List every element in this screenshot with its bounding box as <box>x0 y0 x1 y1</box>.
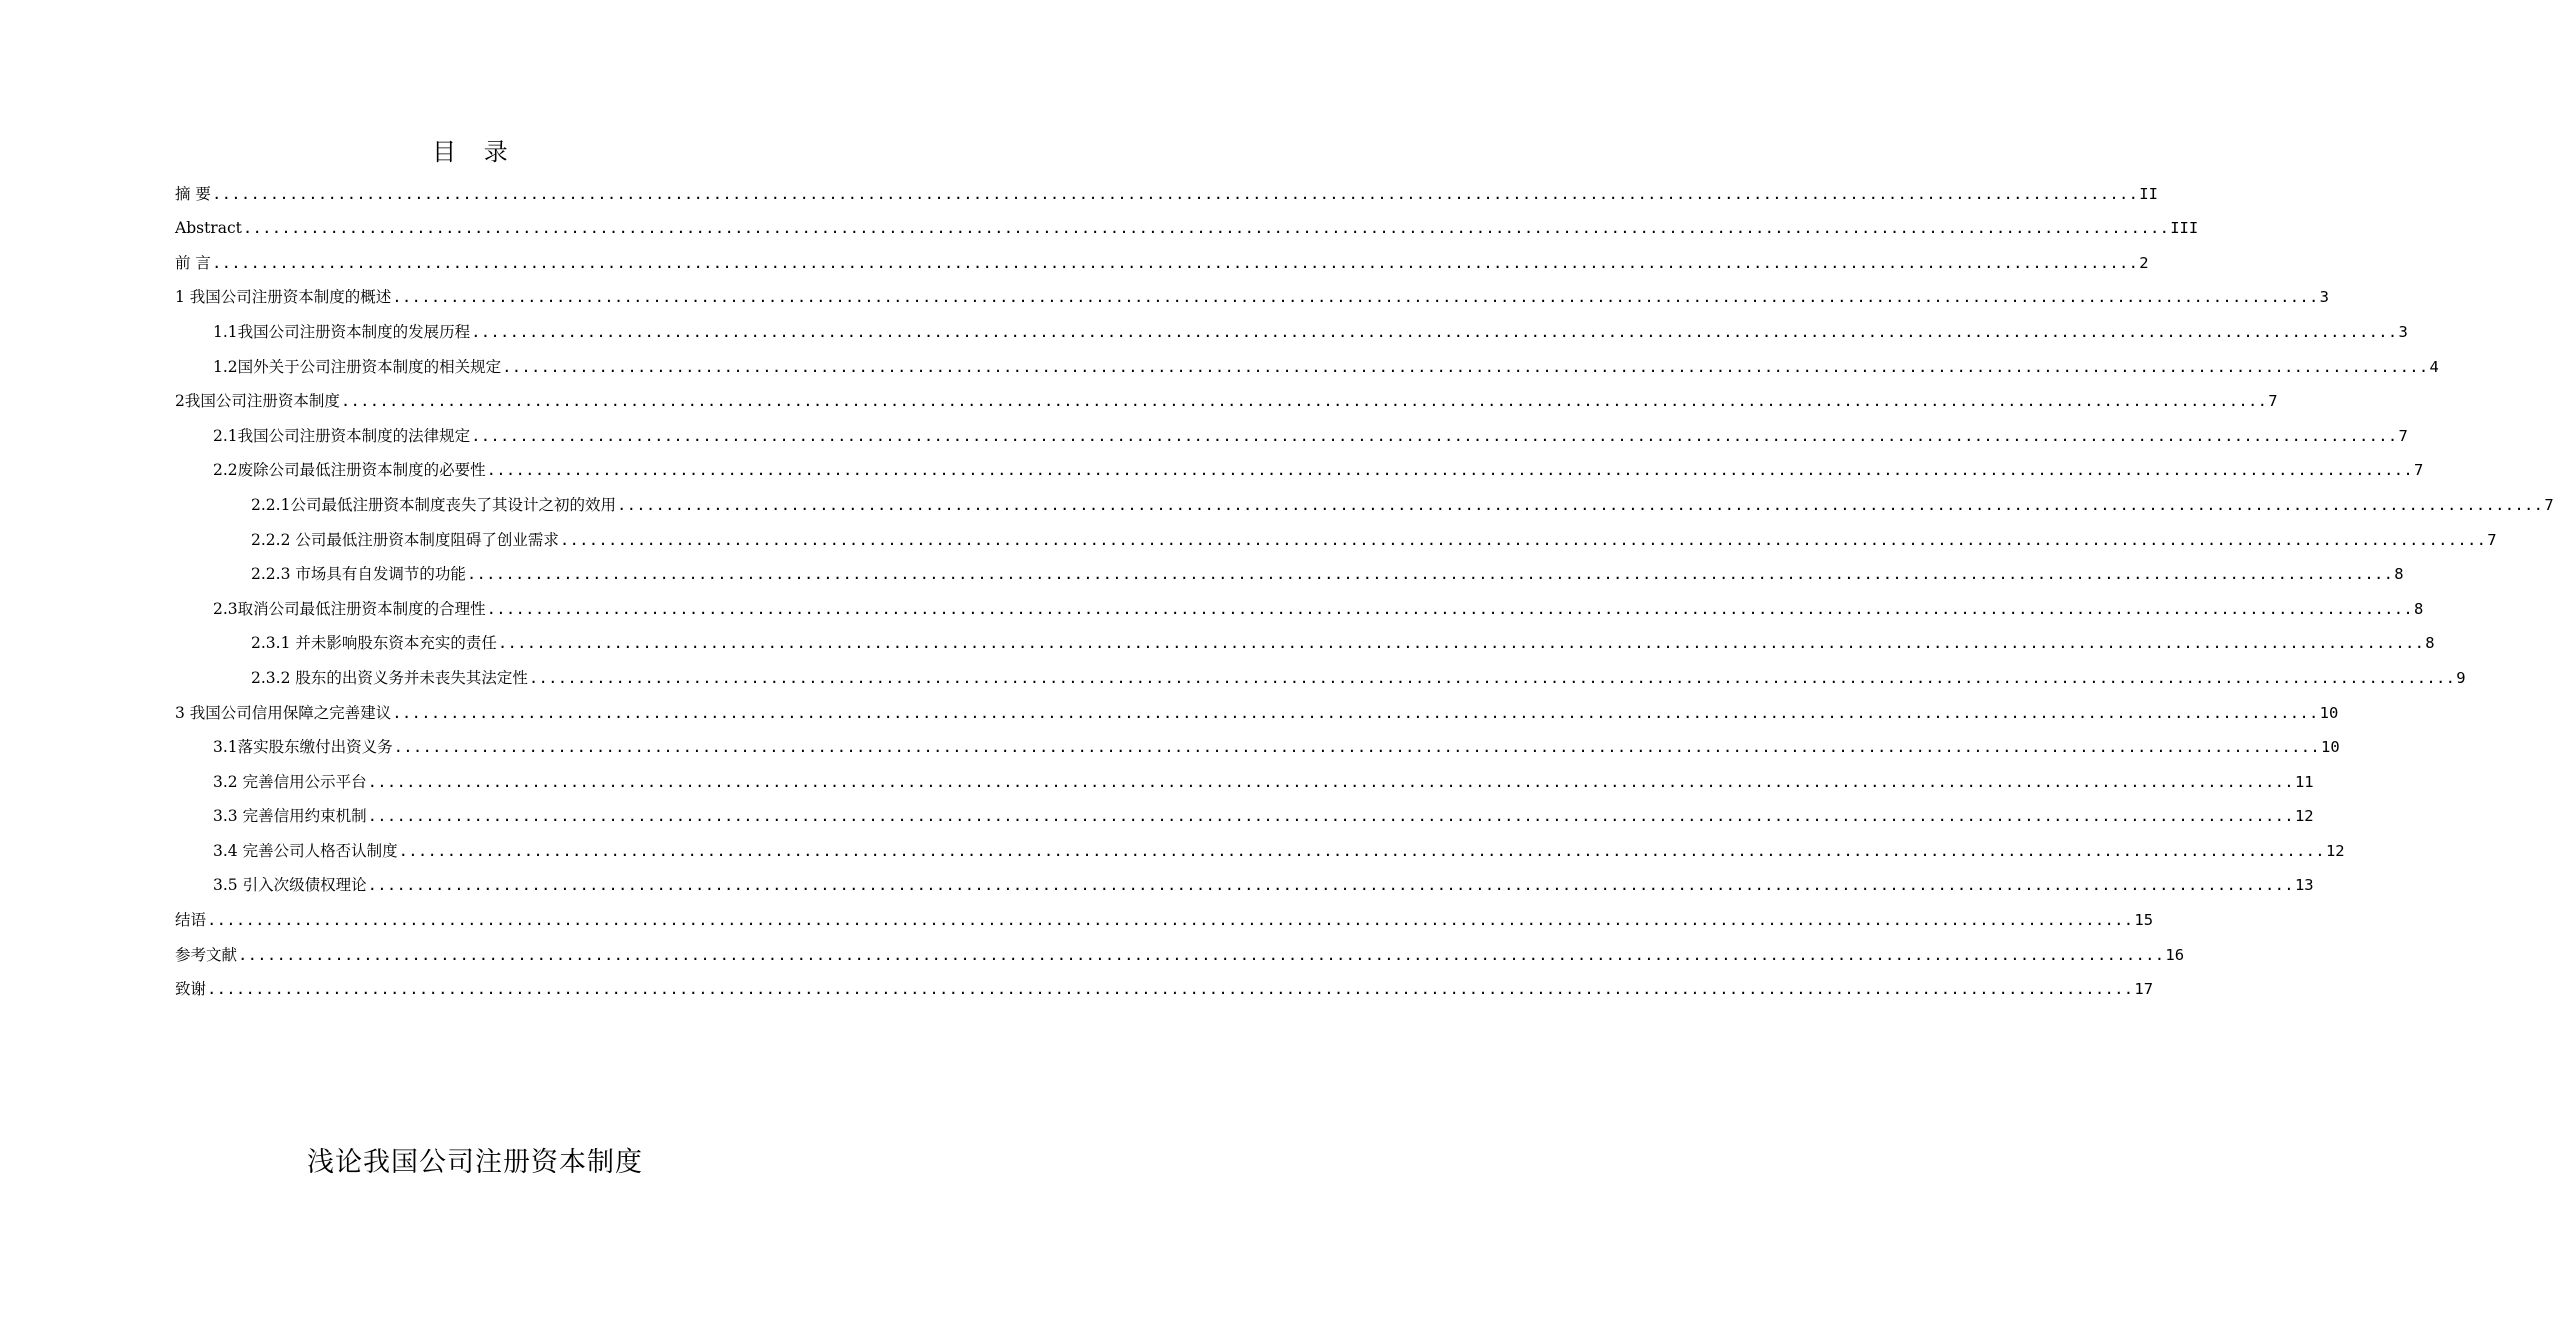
toc-entry[interactable] <box>175 688 2339 723</box>
toc-leader-dots: ........................................................................................................................................................................................................ <box>392 703 2319 722</box>
toc-entry[interactable] <box>175 584 2424 619</box>
toc-entry[interactable] <box>175 619 2435 654</box>
toc-entry-text: 2.2.3 市场具有自发调节的功能 <box>251 565 466 584</box>
toc-entry-text: 2.2废除公司最低注册资本制度的必要性 <box>213 461 486 480</box>
toc-page-number: 3 <box>2319 288 2329 307</box>
toc-leader-dots: ........................................................................................................................................................................................................ <box>616 495 2544 514</box>
toc-entry-text: 2.1我国公司注册资本制度的法律规定 <box>213 426 471 445</box>
toc-heading: 目 录 <box>432 138 518 166</box>
toc-entry[interactable] <box>175 446 2424 481</box>
toc-entry-text: 2.2.2 公司最低注册资本制度阻碍了创业需求 <box>251 530 559 549</box>
toc-entry-text: 2.2.1公司最低注册资本制度丧失了其设计之初的效用 <box>251 495 616 514</box>
toc-entry[interactable] <box>175 930 2185 965</box>
toc-page-number: 8 <box>2414 599 2424 618</box>
toc-entry-text: 3 我国公司信用保障之完善建议 <box>175 703 392 722</box>
toc-leader-dots: ........................................................................................................................................................................................................ <box>340 392 2268 411</box>
toc-page-number: 7 <box>2398 426 2408 445</box>
toc-page-number: 8 <box>2425 634 2435 653</box>
document-title: 浅论我国公司注册资本制度 <box>307 1147 643 1178</box>
toc-page-number: 7 <box>2414 461 2424 480</box>
toc-leader-dots: ........................................................................................................................................................................................................ <box>367 807 2294 826</box>
toc-page-number: 7 <box>2487 530 2497 549</box>
toc-leader-dots: ........................................................................................................................................................................................................ <box>238 945 2165 964</box>
toc-page-number: 16 <box>2165 945 2185 964</box>
toc-entry-text: 2.3取消公司最低注册资本制度的合理性 <box>213 599 486 618</box>
toc-entry-text: 3.1落实股东缴付出资义务 <box>213 738 393 757</box>
toc-leader-dots: ........................................................................................................................................................................................................ <box>211 184 2139 203</box>
toc-leader-dots: ........................................................................................................................................................................................................ <box>502 357 2429 376</box>
toc-entry[interactable] <box>175 307 2408 342</box>
toc-entry[interactable] <box>175 480 2554 515</box>
toc-entry-text: 参考文献 <box>175 945 238 964</box>
toc-entry[interactable] <box>175 826 2345 861</box>
toc-leader-dots: ........................................................................................................................................................................................................ <box>242 219 2170 238</box>
toc-leader-dots: ........................................................................................................................................................................................................ <box>471 426 2398 445</box>
toc-entry-text: 致谢 <box>175 980 207 999</box>
toc-leader-dots: ........................................................................................................................................................................................................ <box>367 772 2294 791</box>
toc-page-number: 9 <box>2456 668 2466 687</box>
toc-entry[interactable] <box>175 377 2278 412</box>
toc-leader-dots: ........................................................................................................................................................................................................ <box>497 634 2425 653</box>
toc-leader-dots: ........................................................................................................................................................................................................ <box>398 841 2325 860</box>
toc-entry[interactable] <box>175 965 2154 1000</box>
toc-leader-dots: ........................................................................................................................................................................................................ <box>392 288 2319 307</box>
toc-entry-text: 2我国公司注册资本制度 <box>175 392 340 411</box>
toc-entry[interactable] <box>175 861 2314 896</box>
toc-entry[interactable] <box>175 757 2314 792</box>
toc-entry-text: 1 我国公司注册资本制度的概述 <box>175 288 392 307</box>
toc-entry-text: 2.3.1 并未影响股东资本充实的责任 <box>251 634 497 653</box>
toc-entry-text: Abstract <box>175 219 242 238</box>
toc-leader-dots: ........................................................................................................................................................................................................ <box>393 738 2321 757</box>
toc-entry-text: 结语 <box>175 911 207 930</box>
toc-entry[interactable] <box>175 515 2497 550</box>
table-of-contents <box>175 169 2554 999</box>
toc-entry[interactable] <box>175 342 2439 377</box>
toc-entry-text: 1.2国外关于公司注册资本制度的相关规定 <box>213 357 502 376</box>
toc-entry[interactable] <box>175 204 2199 239</box>
toc-leader-dots: ........................................................................................................................................................................................................ <box>528 668 2456 687</box>
toc-entry[interactable] <box>175 792 2314 827</box>
toc-page-number: 7 <box>2268 392 2278 411</box>
toc-page-number: 7 <box>2544 495 2554 514</box>
toc-entry[interactable] <box>175 273 2329 308</box>
toc-leader-dots: ........................................................................................................................................................................................................ <box>486 599 2414 618</box>
toc-page-number: 8 <box>2394 565 2404 584</box>
toc-entry[interactable] <box>175 653 2466 688</box>
toc-leader-dots: ........................................................................................................................................................................................................ <box>471 322 2398 341</box>
toc-entry-text: 3.4 完善公司人格否认制度 <box>213 841 398 860</box>
toc-entry[interactable] <box>175 723 2340 758</box>
toc-page-number: 3 <box>2398 322 2408 341</box>
toc-page-number: II <box>2139 184 2158 203</box>
toc-page-number: 12 <box>2294 807 2314 826</box>
toc-page-number: 10 <box>2319 703 2339 722</box>
toc-entry[interactable] <box>175 169 2158 204</box>
toc-leader-dots: ........................................................................................................................................................................................................ <box>559 530 2487 549</box>
toc-entry-text: 摘 要 <box>175 184 211 203</box>
toc-leader-dots: ........................................................................................................................................................................................................ <box>486 461 2414 480</box>
toc-entry[interactable] <box>175 411 2408 446</box>
toc-leader-dots: ........................................................................................................................................................................................................ <box>466 565 2394 584</box>
toc-leader-dots: ........................................................................................................................................................................................................ <box>367 876 2294 895</box>
toc-page-number: 17 <box>2134 980 2154 999</box>
toc-page-number: III <box>2170 219 2199 238</box>
toc-page-number: 12 <box>2325 841 2345 860</box>
toc-entry[interactable] <box>175 550 2404 585</box>
toc-entry[interactable] <box>175 238 2149 273</box>
toc-entry-text: 3.2 完善信用公示平台 <box>213 772 367 791</box>
toc-entry-text: 1.1我国公司注册资本制度的发展历程 <box>213 322 471 341</box>
toc-entry-text: 2.3.2 股东的出资义务并未丧失其法定性 <box>251 668 528 687</box>
toc-page-number: 15 <box>2134 911 2154 930</box>
toc-entry-text: 前 言 <box>175 253 211 272</box>
toc-entry-text: 3.5 引入次级债权理论 <box>213 876 367 895</box>
toc-leader-dots: ........................................................................................................................................................................................................ <box>211 253 2139 272</box>
toc-page-number: 2 <box>2139 253 2149 272</box>
toc-page-number: 4 <box>2429 357 2439 376</box>
toc-entry[interactable] <box>175 895 2154 930</box>
toc-page-number: 10 <box>2321 738 2340 757</box>
toc-page-number: 11 <box>2294 772 2314 791</box>
toc-page-number: 13 <box>2294 876 2314 895</box>
toc-leader-dots: ........................................................................................................................................................................................................ <box>207 980 2134 999</box>
toc-leader-dots: ........................................................................................................................................................................................................ <box>207 911 2134 930</box>
toc-entry-text: 3.3 完善信用约束机制 <box>213 807 367 826</box>
